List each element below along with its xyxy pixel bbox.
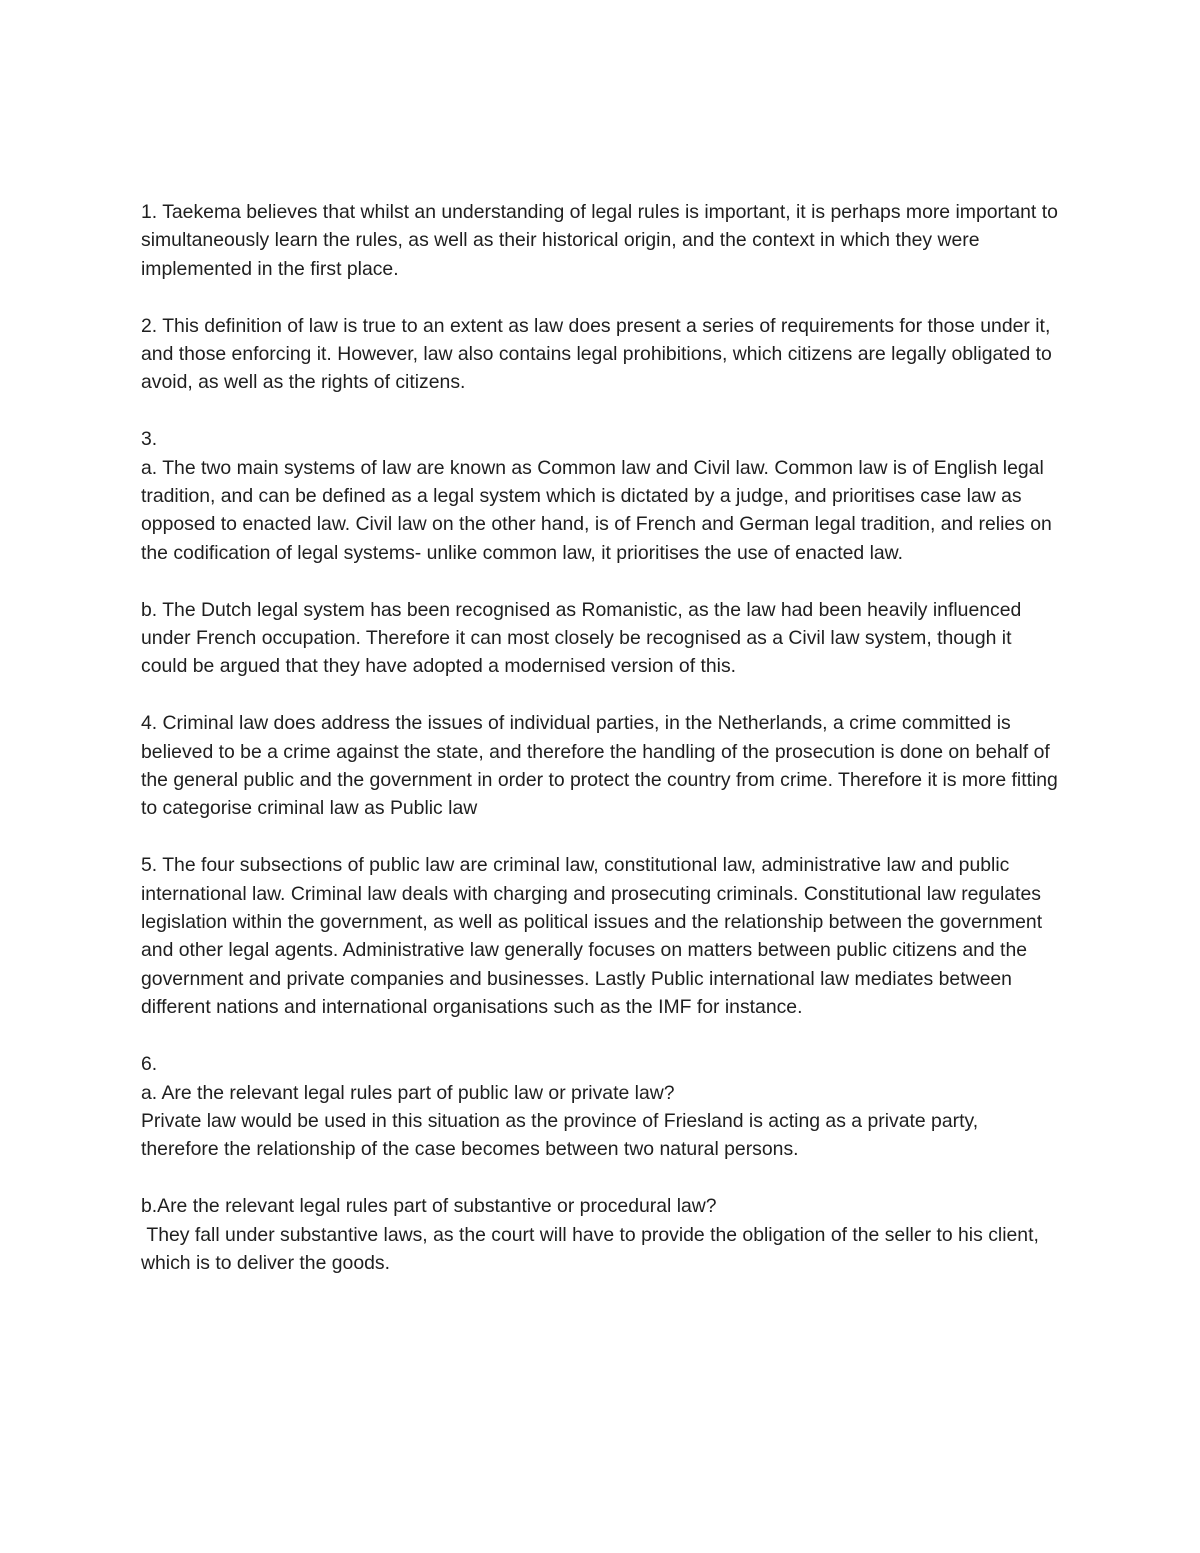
answer-3-number: 3.	[141, 428, 158, 451]
answer-3b: b. The Dutch legal system has been recognised as Romanistic, as the law had been heavily influenced under French occupation. Therefore it can most closely be recognised as a Civil law system, though it could be argued that they have adopted a modernised version of this.	[141, 598, 1022, 678]
answer-3a: a. The two main systems of law are known as Common law and Civil law. Common law is of English legal tradition, and can be defined as a legal system which is dictated by a judge, and prioritises case law as opposed to enacted law. Civil law on the other hand, is of French and German legal tradition, and relies on the codification of legal systems- unlike common law, it prioritises the use of enacted law.	[141, 456, 1052, 564]
answer-6b: They fall under substantive laws, as the court will have to provide the obligation of the seller to his client, which is to deliver the goods.	[141, 1223, 1045, 1274]
answer-2: 2. This definition of law is true to an extent as law does present a series of requirements for those under it, and those enforcing it. However, law also contains legal prohibitions, which citizens are legally obligated to avoid, as well as the rights of citizens.	[141, 314, 1052, 394]
answer-6b-block	[141, 1192, 1061, 1277]
answer-6a-block	[141, 1050, 1061, 1164]
answer-1: 1. Taekema believes that whilst an understanding of legal rules is important, it is perhaps more important to simultaneously learn the rules, as well as their historical origin, and the context in which they were implemented in the first place.	[141, 201, 1058, 280]
answer-4: 4. Criminal law does address the issues of individual parties, in the Netherlands, a crime committed is believed to be a crime against the state, and therefore the handling of the prosecution is done on behalf of the general public and the government in order to protect the country from crime. Therefore it is more fitting to categorise criminal law as Public law	[141, 712, 1058, 820]
question-6a: a. Are the relevant legal rules part of public law or private law?	[141, 1081, 675, 1104]
question-6b: b.Are the relevant legal rules part of substantive or procedural law?	[141, 1195, 717, 1218]
answer-3-block	[141, 425, 1061, 567]
answer-6a: Private law would be used in this situation as the province of Friesland is acting as a private party, therefore the relationship of the case becomes between two natural persons.	[141, 1109, 979, 1161]
answer-5: 5. The four subsections of public law are criminal law, constitutional law, administrative law and public international law. Criminal law deals with charging and prosecuting criminals. Constitutional law regulates legislation within the government, as well as political issues and the relationship between the government and other legal agents. Administrative law generally focuses on matters between public citizens and the government and private companies and businesses. Lastly Public international law mediates between different nations and international organisations such as the IMF for instance.	[141, 854, 1043, 1019]
document-body	[141, 198, 1061, 1306]
answer-6-number: 6.	[141, 1053, 158, 1076]
